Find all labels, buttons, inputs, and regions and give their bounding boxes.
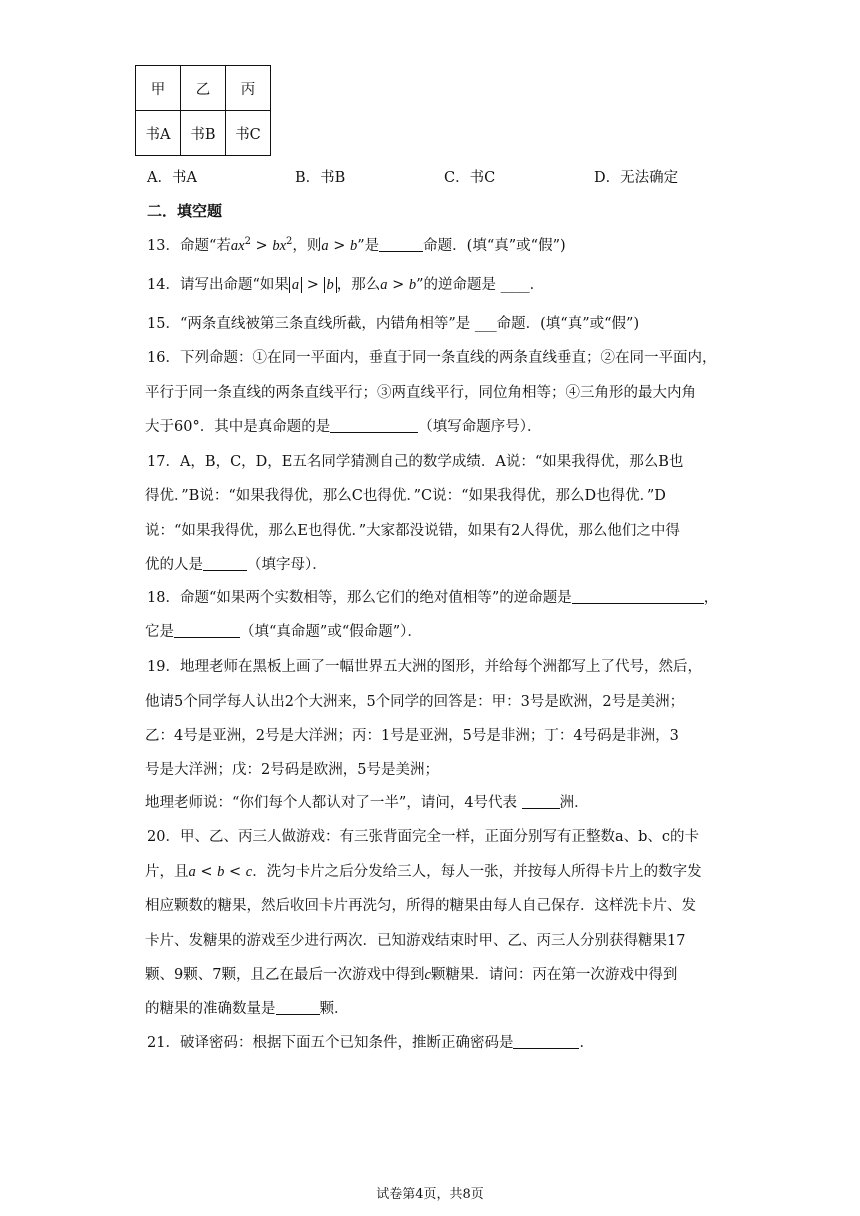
- table-cell: 甲: [136, 66, 181, 111]
- table-cell: 书B: [181, 111, 226, 156]
- answer-blank: [276, 1000, 320, 1015]
- q21-end: ．: [579, 1035, 594, 1051]
- option-a: A．书A: [147, 170, 197, 186]
- question-16-line-2: 平行于同一条直线的两条直线平行；③两直线平行，同位角相等；④三角形的最大内角: [145, 385, 696, 401]
- q14-end: ”的逆命题是 ____．: [416, 277, 545, 293]
- q20-text-6: 的糖果的准确数量是: [145, 1001, 276, 1017]
- answer-blank: [203, 556, 247, 571]
- question-19-line-1: 19．地理老师在黑板上画了一幅世界五大洲的图形，并给每个洲都写上了代号，然后，: [147, 659, 702, 675]
- q16-end: （填写命题序号）．: [418, 419, 542, 435]
- question-19-line-2: 他请5个同学每人认出2个大洲来，5个同学的回答是：甲：3号是欧洲，2号是美洲；: [145, 694, 685, 710]
- question-16-line-3: [145, 415, 541, 436]
- question-19-line-3: 乙：4号是亚洲，2号是大洋洲；丙：1号是亚洲，5号是非洲；丁：4号码是非洲，3: [145, 728, 679, 744]
- question-20-line-5: 颗、9颗、7颗，且乙在最后一次游戏中得到c颗糖果．请问：丙在第一次游戏中得到: [145, 967, 678, 983]
- q14-text: 14．请写出命题“如果: [147, 277, 289, 293]
- option-d: D．无法确定: [594, 170, 679, 186]
- question-13: 13．命题“若$ax^2 > bx^2$，则a > b”是 命题．(填“真”或“假”): [147, 236, 566, 254]
- question-19-line-4: 号是大洋洲；戊：2号码是欧洲，5号是美洲；: [145, 762, 439, 778]
- question-21: [147, 1031, 594, 1052]
- question-20-line-6: [145, 997, 349, 1018]
- question-19-line-5: [145, 791, 589, 812]
- q19-end: 洲．: [559, 795, 589, 811]
- answer-blank: [330, 418, 418, 433]
- book-table: [135, 65, 271, 156]
- q18-text-2: 它是: [145, 624, 174, 640]
- q16-text: 大于60°．其中是真命题的是: [145, 419, 331, 435]
- question-20-line-3: 相应颗数的糖果，然后收回卡片再洗匀，所得的糖果由每人自己保存．这样洗卡片、发: [145, 898, 696, 914]
- q20-text-5b: 颗糖果．请问：丙在第一次游戏中得到: [430, 967, 678, 983]
- q20-text-b: ．洗匀卡片之后分发给三人，每人一张，并按每人所得卡片上的数字发: [252, 864, 702, 880]
- q18-text: 18．命题“如果两个实数相等，那么它们的绝对值相等”的逆命题是: [147, 590, 572, 606]
- table-cell: 丙: [226, 66, 271, 111]
- question-14: 14．请写出命题“如果 a > b ，那么a > b”的逆命题是 ____．: [147, 277, 545, 293]
- option-b: B．书B: [295, 170, 346, 186]
- question-20-line-2: 片，且a < b < c．洗匀卡片之后分发给三人，每人一张，并按每人所得卡片上的数字发: [145, 864, 702, 880]
- table-row: [136, 111, 271, 156]
- question-17-line-1: 17．A，B，C，D，E五名同学猜测自己的数学成绩．A说：“如果我得优，那么B也: [147, 454, 684, 470]
- table-header-row: [136, 66, 271, 111]
- answer-options: [147, 166, 747, 186]
- q20-end: 颗．: [319, 1001, 349, 1017]
- answer-blank: [379, 237, 423, 252]
- question-20-line-4: 卡片、发糖果的游戏至少进行两次．已知游戏结束时甲、乙、丙三人分别获得糖果17: [145, 933, 686, 949]
- q17-end: （填字母）．: [247, 557, 327, 573]
- answer-blank: [513, 1034, 579, 1049]
- q13-text: 13．命题“若: [147, 238, 231, 254]
- table-cell: 书C: [226, 111, 271, 156]
- question-17-line-2: 得优．”B说：“如果我得优，那么C也得优．”C说：“如果我得优，那么D也得优．”D: [145, 488, 666, 504]
- q13-mid: ，则: [292, 238, 322, 254]
- q18-comma: ，: [703, 590, 719, 606]
- section-title: 二．填空题: [147, 202, 223, 220]
- answer-blank: [572, 589, 704, 604]
- q20-text-5: 颗、9颗、7颗，且乙在最后一次游戏中得到: [145, 967, 425, 983]
- page-footer: 试卷第4页，共8页: [376, 1187, 484, 1202]
- q13-tail: ”是: [357, 238, 380, 254]
- question-20-line-1: 20．甲、乙、丙三人做游戏：有三张背面完全一样，正面分别写有正整数a、b、c的卡: [147, 829, 699, 845]
- table-cell: 书A: [136, 111, 181, 156]
- q20-text: 片，且: [145, 864, 189, 880]
- q13-end: 命题．(填“真”或“假”): [423, 238, 566, 254]
- q21-text: 21．破译密码：根据下面五个已知条件，推断正确密码是: [147, 1035, 514, 1051]
- table-cell: 乙: [181, 66, 226, 111]
- q18-end: （填“真命题”或“假命题”）．: [240, 624, 422, 640]
- q19-text: 地理老师说：“你们每个人都认对了一半”，请问，4号代表: [145, 795, 518, 811]
- question-18-line-1: [147, 586, 718, 607]
- question-15: 15．“两条直线被第三条直线所截，内错角相等”是 ___命题．(填“真”或“假”): [147, 316, 640, 332]
- question-16-line-1: 16．下列命题：①在同一平面内，垂直于同一条直线的两条直线垂直；②在同一平面内，: [147, 350, 717, 366]
- answer-blank: [174, 623, 240, 638]
- answer-blank: [522, 794, 560, 809]
- question-17-line-4: [145, 553, 327, 574]
- question-18-line-2: [145, 620, 422, 641]
- q17-text: 优的人是: [145, 557, 203, 573]
- question-17-line-3: 说：“如果我得优，那么E也得优．”大家都没说错，如果有2人得优，那么他们之中得: [145, 523, 680, 539]
- q14-mid: ，那么: [336, 277, 381, 293]
- option-c: C．书C: [444, 170, 496, 186]
